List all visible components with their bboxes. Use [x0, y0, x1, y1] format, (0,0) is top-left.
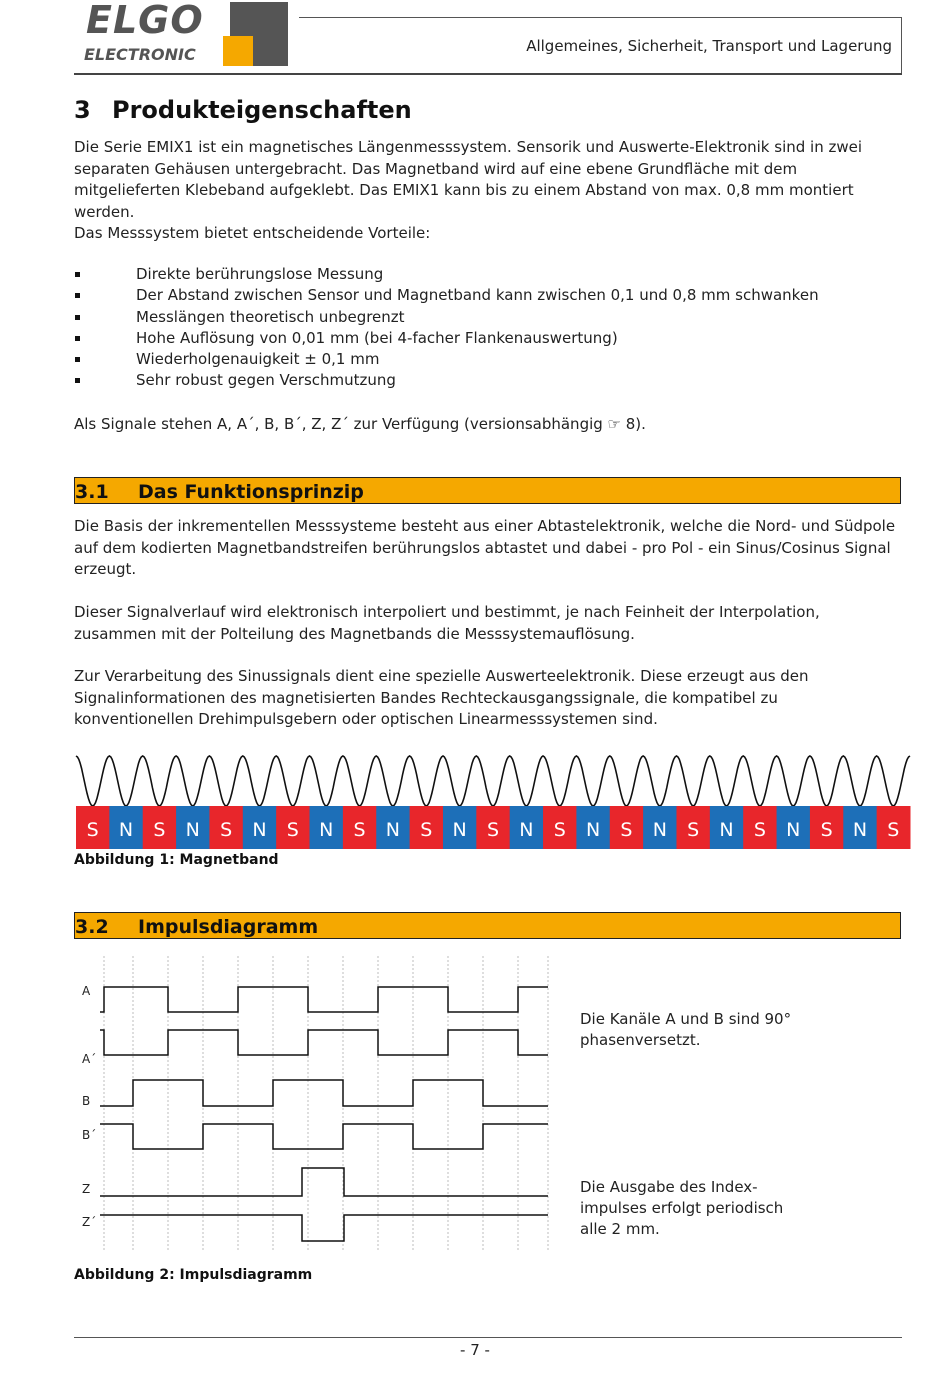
- pole-label: N: [385, 819, 401, 841]
- index-note: Die Ausgabe des Index-impulses erfolgt periodisch alle 2 mm.: [580, 1178, 784, 1238]
- section-heading: [74, 96, 412, 124]
- pole-label: S: [86, 819, 99, 841]
- caption-text: : Magnetband: [169, 852, 279, 868]
- pole-label: N: [786, 819, 801, 841]
- channel-label-a-inv: A´: [82, 1052, 97, 1066]
- list-item: [74, 307, 900, 328]
- signal-z: [100, 1168, 548, 1196]
- pole-label: N: [585, 819, 601, 841]
- signal-b-inv: [100, 1124, 548, 1149]
- section-title: Impulsdiagramm: [138, 916, 319, 938]
- section-number: 3.1: [75, 481, 109, 503]
- list-item-text: Der Abstand zwischen Sensor und Magnetband kann zwischen 0,1 und 0,8 mm schwanken: [136, 286, 819, 305]
- list-item-text: Messlängen theoretisch unbegrenzt: [136, 307, 405, 326]
- signal-b: [100, 1080, 548, 1106]
- channel-label-a: A: [82, 984, 91, 998]
- pole-label: N: [252, 819, 267, 841]
- advantages-list: [74, 264, 900, 392]
- pole-label: N: [519, 819, 534, 841]
- channel-label-b-inv: B´: [82, 1128, 97, 1142]
- list-item-text: Hohe Auflösung von 0,01 mm (bei 4-facher Flankenauswertung): [136, 328, 618, 347]
- pole-label: S: [820, 819, 833, 841]
- bullet-icon: [75, 336, 80, 341]
- pole-label: S: [220, 819, 233, 841]
- section-number: 3.2: [75, 916, 109, 938]
- section-title: Produkteigenschaften: [112, 96, 412, 124]
- pole-label: N: [118, 819, 134, 841]
- pole-label: S: [420, 819, 433, 841]
- principle-paragraph-2: Dieser Signalverlauf wird elektronisch interpoliert und bestimmt, je nach Feinheit der Interpolation, zusammen mit der Polteilung des Magnetbands die Messsystemauflösung.: [74, 603, 820, 643]
- figure-caption: Abbildung 2: Impulsdiagramm: [74, 1267, 313, 1283]
- pole-label: N: [719, 819, 734, 841]
- intro-paragraph: Die Serie EMIX1 ist ein magnetisches Längenmesssystem. Sensorik und Auswerte-Elektronik sind in zwei separaten Gehäusen untergebracht. Das Magnetband wird auf eine ebene Grundfläche mit dem mitgelieferten Klebeband aufgeklebt. Das EMIX1 kann bis zu einem Abstand von max. 0,8 mm montiert werden.: [74, 138, 863, 221]
- channel-label-z-inv: Z´: [82, 1215, 97, 1229]
- list-item: [74, 370, 900, 391]
- section-number: 3: [74, 96, 91, 124]
- pole-label: N: [452, 819, 467, 841]
- channel-label-b: B: [82, 1094, 91, 1108]
- pole-label: S: [887, 819, 900, 841]
- list-item: [74, 328, 900, 349]
- pole-label: S: [620, 819, 633, 841]
- list-item: [74, 264, 900, 285]
- list-item-text: Wiederholgenauigkeit ± 0,1 mm: [136, 350, 380, 369]
- pole-label: N: [652, 819, 667, 841]
- timing-grid: [104, 956, 548, 1250]
- footer-rule: [74, 1337, 902, 1338]
- caption-label: Abbildung 1: [74, 852, 170, 868]
- list-item: [74, 349, 900, 370]
- phase-note: Die Kanäle A und B sind 90° phasenversetzt.: [580, 1010, 792, 1049]
- channel-label-z: Z: [82, 1182, 91, 1196]
- elgo-logo: [80, 0, 290, 70]
- header-rule: [74, 73, 902, 75]
- section-title: Das Funktionsprinzip: [138, 481, 364, 503]
- magnet-poles: [76, 806, 911, 849]
- section-bar: [74, 912, 901, 939]
- pole-label: S: [553, 819, 566, 841]
- pole-label: S: [753, 819, 766, 841]
- section-bar: [74, 477, 901, 504]
- pole-label: N: [185, 819, 200, 841]
- list-item: [74, 285, 900, 306]
- bullet-icon: [75, 378, 80, 383]
- magnetband-figure: [74, 750, 912, 850]
- logo-orange-block: [223, 36, 253, 66]
- signal-a-inv: [100, 1030, 548, 1055]
- pulse-diagram: [74, 950, 564, 1260]
- page-number: - 7 -: [460, 1341, 490, 1359]
- bullet-icon: [75, 315, 80, 320]
- bullet-icon: [75, 357, 80, 362]
- signals-paragraph: Als Signale stehen A, A´, B, B´, Z, Z´ zur Verfügung (versionsabhängig ☞ 8).: [74, 415, 646, 433]
- channel-labels: [82, 984, 96, 1229]
- pole-label: S: [486, 819, 500, 841]
- pole-label: N: [852, 819, 868, 841]
- bullet-icon: [75, 272, 80, 277]
- pole-label: S: [286, 819, 299, 841]
- list-item-text: Direkte berührungslose Messung: [136, 265, 384, 283]
- signal-a: [100, 987, 548, 1012]
- header-title: Allgemeines, Sicherheit, Transport und Lagerung: [526, 37, 892, 55]
- logo-subword: ELECTRONIC: [84, 45, 196, 64]
- bullet-icon: [75, 293, 80, 298]
- figure-caption: [74, 852, 279, 868]
- principle-paragraph-3: Zur Verarbeitung des Sinussignals dient eine spezielle Auswerteelektronik. Diese erzeugt aus den Signalinformationen des magnetisierten Bandes Rechteckausgangssignale, die kompatibel zu konventionellen Drehimpulsgebern oder optischen Linearmesssystemen sind.: [74, 667, 809, 728]
- header-rule: [901, 17, 902, 74]
- pole-label: S: [687, 819, 700, 841]
- signal-z-inv: [100, 1215, 548, 1241]
- pole-label: S: [153, 819, 166, 841]
- pole-label: S: [353, 819, 366, 841]
- sine-wave: [76, 756, 910, 806]
- header-rule: [299, 17, 902, 18]
- advantages-intro: Das Messsystem bietet entscheidende Vorteile:: [74, 224, 431, 242]
- list-item-text: Sehr robust gegen Verschmutzung: [136, 371, 396, 390]
- pole-label: N: [319, 819, 334, 841]
- logo-word: ELGO: [86, 0, 204, 42]
- principle-paragraph-1: Die Basis der inkrementellen Messsysteme besteht aus einer Abtastelektronik, welche die Nord- und Südpole auf dem kodierten Magnetbandstreifen berührungslos abtastet und dabei - pro Pol - ein Sinus/Cosinus Signal erzeugt.: [74, 517, 896, 578]
